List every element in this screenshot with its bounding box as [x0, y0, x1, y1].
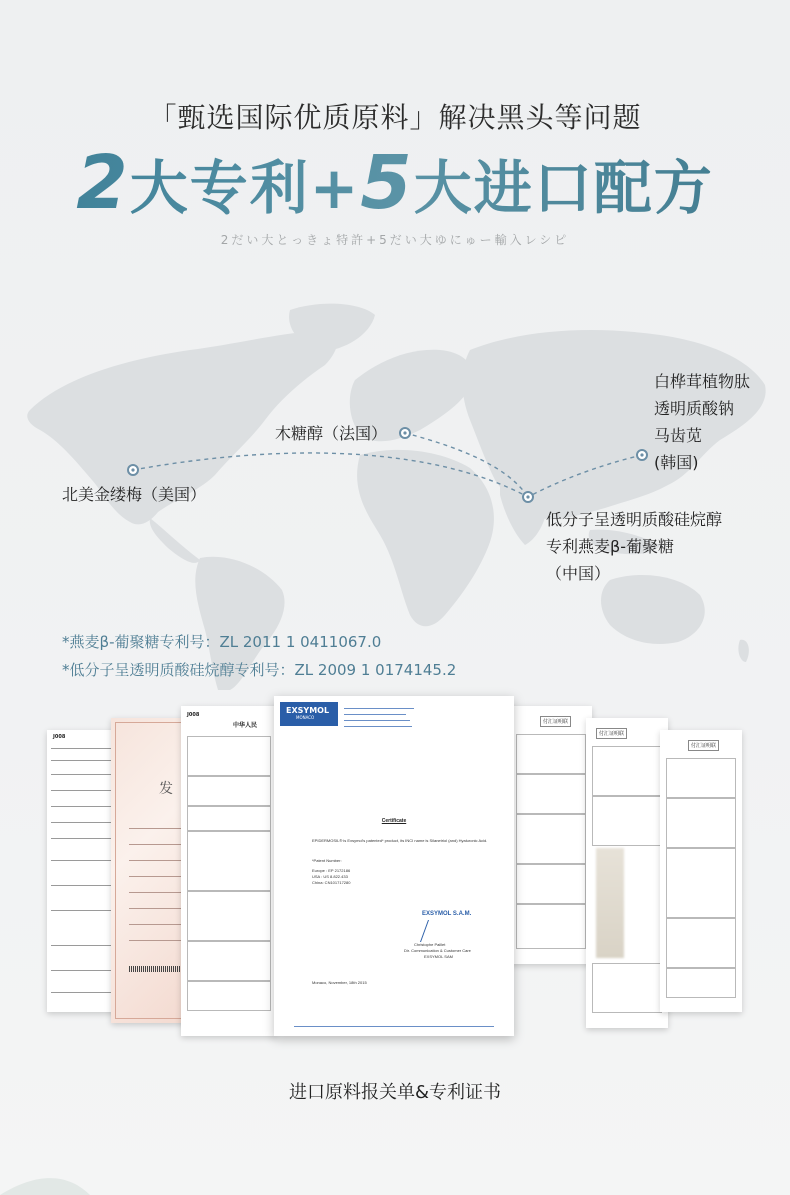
signature-mark	[420, 920, 469, 942]
exsymol-logo: EXSYMOL MONACO	[280, 702, 338, 726]
customs-declaration	[181, 706, 277, 1036]
exsymol-certificate	[274, 696, 514, 1036]
exsymol-stamp: EXSYMOL S.A.M.	[422, 911, 472, 917]
patent-number-label: *Patent Number:	[312, 858, 342, 863]
customs-form-left-tag: J008	[53, 734, 66, 740]
customs-declaration-title: 中华人民	[233, 722, 258, 729]
patent-usa: USA : US 8.822.433	[312, 874, 348, 879]
label-china-line-1: 低分子呈透明质酸硅烷醇	[546, 510, 723, 529]
headline-part-1: 大专利+	[129, 154, 361, 222]
certificate-char: 发	[159, 781, 173, 797]
label-china	[546, 506, 722, 587]
continent-africa	[357, 450, 494, 626]
certificate-date: Monaco, November, 18th 2015	[312, 980, 367, 985]
certificate-body: EPIDERMOSIL® is Exsymol's patented* product, its INCI name is Silanetriol (and) Hyaluronic Acid.	[312, 838, 488, 843]
customs-declaration-tag: J008	[187, 712, 200, 718]
headline	[0, 140, 790, 226]
signer-title: Dir. Communication & Customer Care	[404, 948, 471, 953]
label-korea-line-1: 白桦茸植物肽	[654, 372, 751, 391]
bottom-decoration	[0, 1150, 790, 1195]
patent-europe: Europe : EP 2172186	[312, 868, 351, 873]
headline-num-5: 5	[360, 140, 414, 226]
label-china-line-2: 专利燕麦β-葡聚糖	[546, 537, 674, 556]
headline-num-2: 2	[76, 140, 130, 226]
form-tag-2: 付汇证明联	[596, 728, 627, 739]
form-tag-1: 付汇证明联	[540, 716, 571, 727]
customs-form-right-2	[586, 718, 668, 1028]
japanese-subtitle: 2だい大とっきょ特許+5だい大ゆにゅー輸入レシピ	[220, 233, 570, 247]
certificate-title: Certificate	[381, 818, 407, 824]
patent-china: China: CN101717280	[312, 880, 351, 885]
signer-name: Christophe Paillet	[414, 942, 446, 947]
subtitle: 「甄选国际优质原料」解决黑头等问题	[148, 101, 642, 134]
label-korea-line-2: 透明质酸钠	[654, 399, 735, 418]
label-france: 木糖醇（法国）	[275, 424, 388, 443]
barcode	[129, 966, 189, 972]
label-korea	[654, 368, 750, 476]
customs-form-left	[47, 730, 119, 1012]
blurred-region	[596, 848, 624, 958]
label-usa: 北美金缕梅（美国）	[62, 485, 207, 504]
headline-part-2: 大进口配方	[413, 154, 714, 222]
label-korea-line-4: (韩国)	[654, 453, 699, 472]
documents-caption: 进口原料报关单&专利证书	[288, 1082, 502, 1103]
continent-new-zealand	[738, 640, 748, 662]
customs-form-right-3	[660, 730, 742, 1012]
form-tag-3: 付汇证明联	[688, 740, 719, 751]
patent-note-2: *低分子呈透明质酸硅烷醇专利号：ZL 2009 1 0174145.2	[62, 661, 457, 679]
customs-form-right-1	[510, 706, 592, 964]
continent-central-america	[150, 518, 200, 563]
label-china-line-3: （中国）	[546, 564, 611, 583]
patent-note-1: *燕麦β-葡聚糖专利号：ZL 2011 1 0411067.0	[62, 633, 382, 651]
label-korea-line-3: 马齿苋	[654, 426, 703, 445]
signer-company: EXSYMOL SAM	[424, 954, 453, 959]
